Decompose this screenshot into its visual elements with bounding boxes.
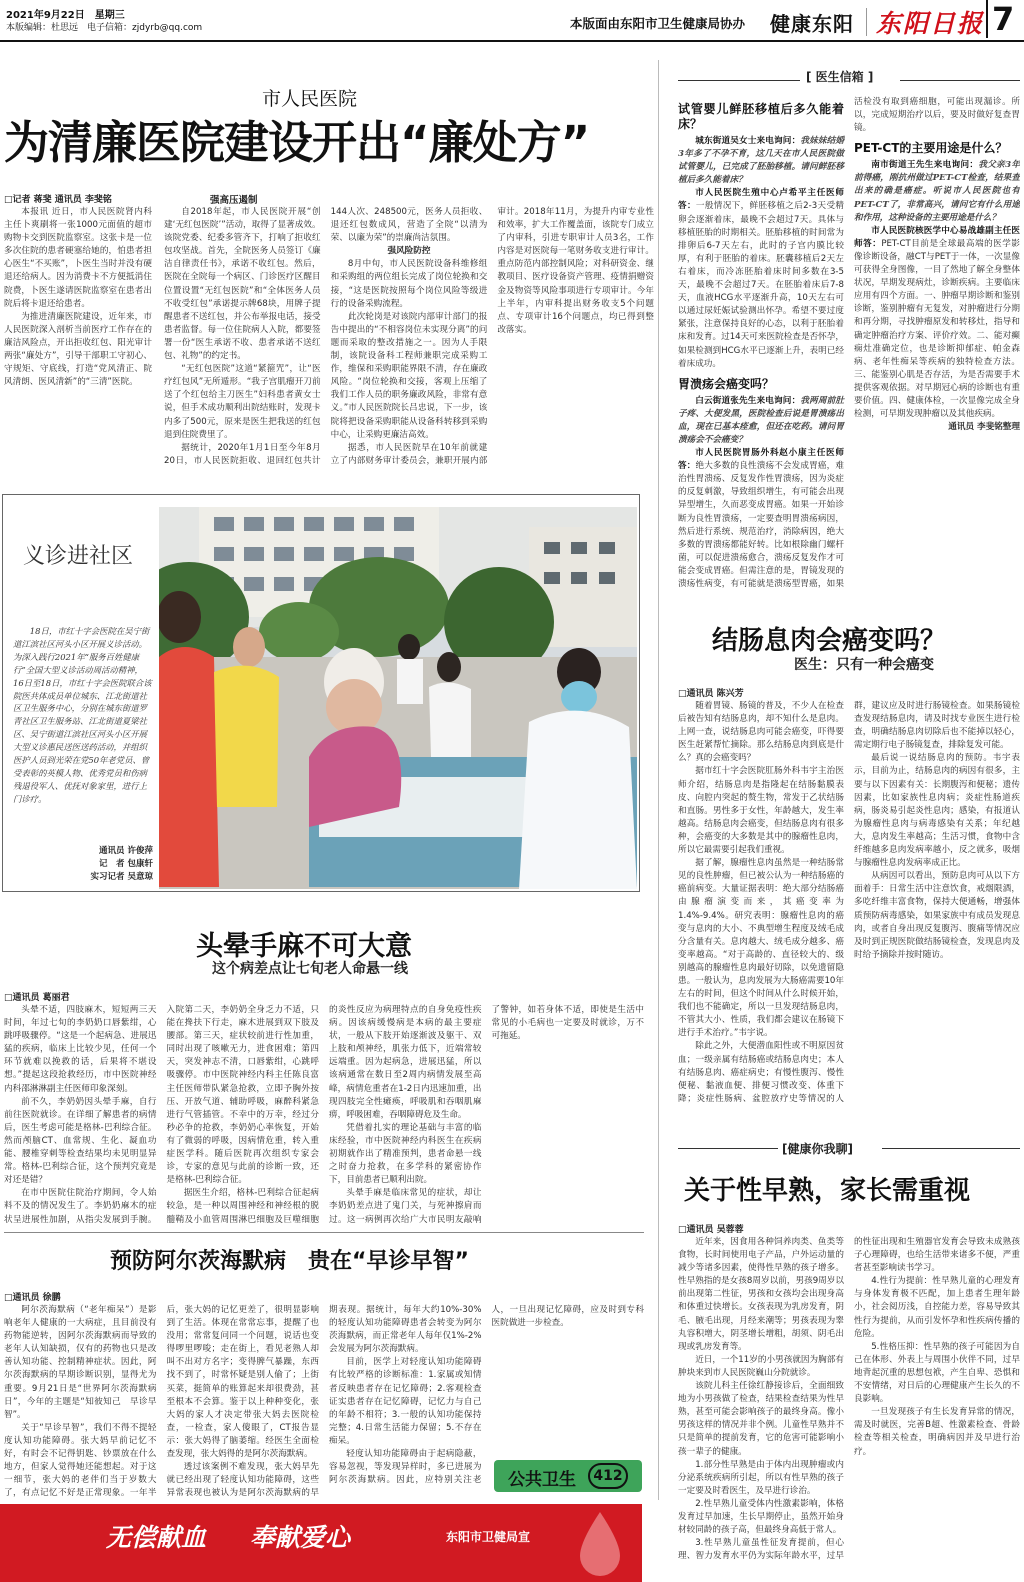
mailbox-tag: [ 医生信箱 ] <box>806 70 874 84</box>
art2-title: 头晕手麻不可大意 <box>196 931 412 962</box>
chat-para: 1.部分性早熟是由于体内出现肿瘤或内分泌系统疾病所引起，所以有性早熟的孩子一定要及时看医生，及早进行诊治。 <box>678 1459 844 1496</box>
chat-body <box>678 1236 1020 1576</box>
lead-para: 此次轮岗是对该院内部审计部门的报告中提出的“不相容岗位未实现分离”的问题而采取的整改措施之一。因为人手限制，该院设备科工程师兼职完成采购工作，维保和采购职能界限不清，存在廉政风险。“岗位轮换和交接，客观上压缩了我们工作人员的职务廉政风险，非常有意义。”市人民医院院长吕忠说，下一步，该院将把设备采购职能从设备科转移到采购中心，让采购更廉洁高效。 <box>330 311 488 440</box>
section-name: 健康东阳 <box>770 12 854 36</box>
q2-question: 我两周前肚子疼、大便发黑，医院检查后说是胃溃疡出血，现在已基本痊愈，但还在吃药。请问胃溃疡会不会癌变？ <box>678 395 844 445</box>
chat-para: 该院儿科主任徐红静接诊后，全面细致地为小男孩做了检查，结果检查结果为性早熟，甚至可能会影响孩子的最终身高。像小男孩这样的情况并非个例。儿童性早熟并不只是简单的提前发育，它的危害可能影响小孩一辈子的健康。 <box>678 1381 844 1457</box>
public-health-badge <box>494 1460 642 1492</box>
lead-para: 自2018年起，市人民医院开展“创建‘无红包医院’”活动，取得了显著成效。该院党委、纪委多管齐下，打响了拒收红包攻坚战。首先，全院医务人员签订《廉洁自律责任书》，承诺不收红包。然后，医院在全院每一个病区、门诊医疗区醒目位置设置“无红包医院”和“全体医务人员不收受红包”承诺提示牌68块，用牌子提醒患者不送红包，并公布举报电话，接受患者监督。每一位住院病人入院，都要签署一份“医生承诺不收、患者承诺不送红包、礼物”的约定书。 <box>164 207 321 362</box>
art2-subtitle: 这个病差点让七旬老人命悬一线 <box>212 961 408 977</box>
chat-title: 关于性早熟，家长需重视 <box>684 1176 971 1206</box>
polyp-para: 最后说一说结肠息肉的预防。韦宇表示，目前为止，结肠息肉的病因有很多，主要与以下因素有关：长期腹泻和便秘；遗传因素，比如家族性息肉病；炎症性肠道疾病，肠炎易引起炎性息肉；感染，有报道认为腺瘤性息肉与病毒感染有关系；年纪越大，息肉发生率越高；生活习惯，食物中含纤维越多息肉发病率越小，反之就多，吸烟与腺瘤性息肉发病率成正比。 <box>854 753 1020 869</box>
blood-drop-icon <box>560 1508 640 1582</box>
page-number: 7 <box>986 0 1014 38</box>
art3-para: 轻度认知功能障碍由于起病隐蔽，容易忽视，等发现异样时，多已进展为阿尔茨海默病。因此，应特别关注老人，一旦出现记忆障碍，应及时到专科医院做进一步检查。 <box>329 1305 644 1486</box>
art2-para: 头晕不适，四肢麻木，短短两三天时间，年过七旬的李奶奶口唇紫绀，心跳呼吸骤停。“这是一个起病急、进展迅猛的疾病，临床上比较少见，任何一个环节就难以挽救的话，后果将不堪设想。”提起这段抢救经历，市中医院神经内科邵淋淋副主任医师印象深刻。 <box>4 1005 157 1094</box>
polyp-para: 从病因可以看出，预防息肉可从以下方面着手：日常生活中注意饮食，戒烟限酒，多吃纤维丰富食物，保持大便通畅，增强体质预防病毒感染，如果家族中有成员发现息肉，或者自身出现反复腹泻、腹痛等情况应及时到正规医院做结肠镜检查，发现息肉及时给予摘除并按时随访。 <box>854 871 1020 960</box>
polyp-subtitle: 医生：只有一种会癌变 <box>794 657 934 673</box>
credit-3: 实习记者 吴意琼 <box>90 872 153 882</box>
sponsor-line: 本版面由东阳市卫生健康局协办 <box>570 16 746 31</box>
lead-col1 <box>4 206 152 468</box>
chat-byline: □通讯员 吴蓉蓉 <box>678 1225 744 1235</box>
art2-para: 凭借着扎实的理论基础与丰富的临床经验，市中医院神经内科医生在疾病初期就作出了精准预判，患者命悬一线之时奋力抢救，在多学科的紧密协作下，目前患者已顺利出院。 <box>329 1122 482 1186</box>
q2-title: 胃溃疡会癌变吗？ <box>678 376 775 391</box>
lead-subhead-1: 强高压遏制 <box>210 195 258 206</box>
chat-para: 3.性早熟儿童虽性征发育提前，但心理、智力发育水平仍为实际年龄水平，过早的性征出现和生殖器官发育会导致未成熟孩子心理障碍，也给生活带来诸多不便，严重者甚至影响读书学习。 <box>678 1237 1020 1562</box>
q1-question: 我妹妹结婚3年多了不孕不育，这几天在市人民医院做试管婴儿，已完成了胚胎移植。请问鲜胚移植后多久能着床？ <box>678 136 844 186</box>
credit-1: 通讯员 许俊萍 <box>99 846 153 856</box>
q1-asker: 城东街道吴女士来电询问： <box>695 136 801 146</box>
column-divider <box>658 60 659 1500</box>
lead-subhead-2: 强风险防控 <box>387 246 431 257</box>
polyp-para: 据了解，腺瘤性息肉虽然是一种结肠常见的良性肿瘤，但已被公认为一种结肠癌的癌前病变。大量证据表明：绝大部分结肠癌由腺瘤演变而来，其癌变率为1.4%-9.4%。研究表明：腺瘤性息肉的癌变与息肉的大小、不典型增生程度及绒毛成分含量有关。息肉越大、绒毛成分越多、癌变率越高。“对于高龄的、直径较大的、级别越高的腺瘤性息肉最好切除，以免遗留隐患。一般认为，息肉发展为大肠癌需要10年左右的时间，但这个时间从什么时候开始，我们也不能确定，所以一旦发现结肠息肉，不管其大小、性质，我们都会建议在肠镜下进行手术治疗。”韦宇说。 <box>678 858 844 1039</box>
art2-byline: □通讯员 葛丽君 <box>4 993 70 1003</box>
chat-rule-right <box>882 1148 1020 1149</box>
art2-para: 头晕手麻是临床常见的症状，却让李奶奶差点进了鬼门关，与死神擦肩而过。这一病例再次给广大市民明友敲响了警钟，如若身体不适，即使是生活中常见的小毛病也一定要及时就诊，万不可拖延。 <box>329 1005 644 1225</box>
photo-credits <box>63 845 153 884</box>
q3-title: PET-CT的主要用途是什么？ <box>854 141 1008 156</box>
polyp-para: 除此之外，大便潜血阳性或不明原因贫血；一级亲属有结肠癌或结肠息肉史；本人有结肠息肉、癌症病史；有慢性腹泻、慢性便秘、黏液血便、排便习惯改变、体重下降；炎症性肠病、盆腔放疗史等情况的人群，建议应及时进行肠镜检查。如果肠镜检查发现结肠息肉，请及时找专业医生进行检查，明确结肠息肉切除后也不能掉以轻心，需定期行电子肠镜复查，排除复发可能。 <box>678 701 1020 1104</box>
mailbox-rule-left <box>678 80 800 81</box>
lead-para: 为推进清廉医院建设，近年来，市人民医院深入剖析当前医疗工作存在的廉洁风险点，开出拒收红包、阳光审计两张“廉处方”，引导干部职工守初心、守规矩、守底线，打造“党风清正、院风清朗、医风清新”的“三清”医院。 <box>4 311 152 388</box>
chat-para: 4.性行为提前：性早熟儿童的心理发育与身体发育极不匹配，加上患者生理年龄小，社会阅历浅，自控能力差，容易导致其性行为提前，从而引发怀孕和性疾病传播的危险。 <box>854 1276 1020 1339</box>
chat-tag: [健康你我聊] <box>782 1142 853 1156</box>
caption-text: 18日，市红十字会医院在吴宁街道江滨社区河头小区开展义诊活动。为深入践行2021年“服务百姓健康行”全国大型义诊活动周活动精神，16日至18日，市红十字会医院联合该院医共体成员单位城东、江北街道社区卫生服务中心，分别在城东街道罗青社区卫生服务站、江北街道夏梁社区、吴宁街道江滨社区河头小区开展大型义诊惠民送医送药活动，并组织医护人员到光荣在党50年老党员、曾受表彰的英模人物、优秀党员和伤病残退役军人、优抚对象家里，进行上门诊疗。 <box>13 626 152 804</box>
photo-box <box>2 494 640 892</box>
mailbox-body <box>678 96 1020 592</box>
art3-title: 预防阿尔茨海默病 贵在“早诊早智” <box>110 1249 469 1274</box>
photo-tag: 义诊进社区 <box>23 544 134 569</box>
polyp-para: 随着胃镜、肠镜的普及，不少人在检查后被告知有结肠息肉，却不知什么是息肉。上网一查，说结肠息肉可能会癌变，吓得要医生赶紧帮忙摘除。那么结肠息肉到底是什么？真的会癌变吗？ <box>678 701 844 764</box>
lead-para: 据统计，2020年1月1日至今年8月20日，市人民医院拒收、退回红包共计144人次、248500元，医务人员拒收、退还红包数成风，营造了全院“以清为荣、以廉为荣”的崇廉尚洁氛围。 <box>164 207 488 466</box>
art2-para: 前不久，李奶奶因头晕手麻，自行前往医院就诊。在详细了解患者的病情后，医生考虑可能是格林-巴利综合征。然而颅脑CT、血常规、生化、凝血功能、腰椎穿刺等检查结果均未见明显异常。格林-巴利综合征，这个预判究竟是对还是错？ <box>4 1096 157 1186</box>
polyp-body <box>678 700 1020 1112</box>
q2-answerer: 市人民医院胃肠外科赵小康主任医师答： <box>678 448 844 472</box>
art2-rule <box>4 1232 644 1233</box>
banner-slogan-1: 无偿献血 <box>106 1523 207 1552</box>
issue-date: 2021年9月22日 星期三 <box>6 10 125 21</box>
paper-logo: 东阳日报 <box>876 9 985 38</box>
q3-answerer: 市人民医院核医学中心易战雄副主任医师答： <box>854 225 1020 249</box>
editor-line: 本版编辑：杜思远 电子信箱：zjdyrb@qq.com <box>6 23 203 33</box>
art2-para: 据医生介绍，格林-巴利综合征起病较急，是一种以周围神经和神经根的脱髓鞘及小血管周围淋巴细胞及巨噬细胞的炎性反应为病理特点的自身免疫性疾病。因该病缓慢病是本病的最主要症状，一般从下肢开始逐渐波及躯干、双上肢和颅神经，肌张力低下，近端常较远端重。因为起病急，进展迅猛，所以该病通常在数日至2周内病情发展至高峰，病情危重者在1-2日内迅速加重，出现四肢完全性瘫痪，呼吸肌和吞咽肌麻痹，呼吸困难，吞咽障碍危及生命。 <box>166 1005 482 1225</box>
lead-para: 据悉，市人民医院早在10年前就建立了内部财务审计委员会，兼职开展内部审计。2018年11月，为提升内审专业性和效率，扩大工作覆盖面，该院专门成立了内审科，引进专职审计人员3名，工作内容是对医院每一笔财务收支进行审计。重点防范内部控制风险；对科研资金、继教项目、医疗设备资产管理、疫情捐赠资金及物资等风险事项进行专项审计。今年上半年，内审科提出财务收支5个问题点、专项审计16个问题点，均已得到整改落实。 <box>330 207 654 466</box>
banner-slogan-2: 奉献爱心 <box>250 1523 351 1552</box>
q2-asker: 白云街道张先生来电询问： <box>695 395 801 406</box>
lead-headline: 为清廉医院建设开出“廉处方” <box>4 116 590 169</box>
art3-byline: □通讯员 徐鹏 <box>4 1293 61 1303</box>
q2-answer: 绝大多数的良性溃疡不会发成胃癌，难治性胃溃疡、反复发作性胃溃疡，因为炎症的反复刺激，导致组织增生，有可能会出现异型增生，久而恶变成胃癌。如果一开始诊断为良性胃溃疡，一定要查明胃溃疡病因，然后进行系统、规范治疗，消除病因，绝大多数的胃溃疡都能好转。比如根除幽门螺杆菌，可以促进溃疡愈合，溃疡反复发作才可能会变成胃癌。但需注意的是，胃镜发现的溃疡性病变，有可能就是溃疡型胃癌，如果活检没有取到癌细胞，可能出现漏诊。所以，完成短期治疗以后，要及时做好复查胃镜。 <box>678 97 1020 589</box>
polyp-byline: □通讯员 陈兴芳 <box>678 689 744 699</box>
credit-2: 记 者 包康轩 <box>99 859 153 869</box>
q1-title: 试管婴儿鲜胚移植后多久能着床？ <box>678 102 844 131</box>
q3-question: 我父亲3年前得癌，刚抗州做过PET-CT检查，结果查出来的确是癌症。听说市人民医院也有PET-CT了，非常高兴，请问它有什么用途和作用，这种设备的主要用途是什么？ <box>854 160 1020 223</box>
q3-answer: PET-CT目前是全球最高端的医学影像诊断设备，融CT与PET于一体，一次显像可获得全身图像，一目了然地了解全身整体状况，早期发现病灶，诊断疾病。主要临床应用有四个方面。一、肿瘤早期诊断和鉴别诊断，鉴别肿瘤有无复发，对肿瘤进行分期和再分期，寻找肿瘤原发和转移灶，指导和确定肿瘤治疗方案、评价疗效。二、能对癫痫灶准确定位，也是诊断抑郁症、帕金森病、老年性痴呆等疾病的独特检查方法。三、能鉴别心肌是否存活，为是否需要手术提供客观依据。对早期冠心病的诊断也有重要价值。四、健康体检，一次显像完成全身检测，可早期发现肿瘤以及其他疾病。 <box>854 238 1020 420</box>
badge-label: 公共卫生 <box>508 1470 576 1490</box>
art3-para: 目前，医学上对轻度认知功能障碍有比较严格的诊断标准：1.家属或知情者反映患者存在记忆障碍；2.客观检查证实患者存在记忆障碍，记忆力与自己的年龄不相符；3.一般的认知功能保持完整；4.日常生活能力保留；5.不存在痴呆。 <box>329 1357 482 1446</box>
masthead <box>0 0 1024 44</box>
lead-para: 本报讯 近日，市人民医院肾内科主任卜爽刷将一张1000元面值的超市购物卡交到医院监察室。这张卡是一位多次住院的患者硬塞给她的，怕患者担心医生“不买账”，卜医生当时并没有硬退还给病人。因为消费卡不方便抵消住院费，卜医生遂请医院监察室在患者出院后将卡退还给患者。 <box>4 207 152 309</box>
chat-para: 一旦发现孩子有生长发育异常的情况，需及时就医，完善B超、性激素检查、骨龄检查等相关检查，明确病因并及早进行治疗。 <box>854 1407 1020 1457</box>
photo-caption <box>13 625 153 806</box>
mailbox-rule-right <box>900 80 1020 81</box>
banner-org: 东阳市卫健局宣 <box>446 1530 531 1544</box>
mailbox-credit: 通讯员 李斐铭整理 <box>948 422 1020 433</box>
art3-para: 阿尔茨海默病（“老年痴呆”）是影响老年人健康的一大病症，且目前没有药物能逆转，因阿尔茨海默病而导致的老年人认知缺损，仅有的药物也只是改善认知功能、控制精神症状。因此，阿尔茨海默病的早期诊断识别，显得尤为重要。9月21日是“世界阿尔茨海默病日”，今年的主题是“知彼知己 早诊早智”。 <box>4 1305 157 1420</box>
lead-para: “无红包医院”这道“紧箍咒”，让“医疗红包风”无所遁形。“我子宫肌瘤开刀前送了个红包给主刀医生”妇科患者黄女士说，但手术成功顺利出院结账时，发现卡内多了500元，原来是医生把我送的红包退到住院费里了。 <box>164 364 321 440</box>
q3-asker: 南市街道王先生来电询问： <box>871 160 979 171</box>
lead-kicker: 市人民医院 <box>262 88 358 110</box>
chat-para: 近年来，因食用各种饲养肉类、鱼类等食物，长时间使用电子产品，户外运动量的减少等诸多因素，使得性早熟的孩子增多。性早熟指的是女孩8周岁以前，男孩9周岁以前出现第二性征，男孩和女孩均会出现身高和体重过快增长。女孩表现为乳房发育，阴毛、腋毛出现，月经来潮等；男孩表现为睾丸容积增大，阴茎增长增粗，胡须、阴毛出现或乳房发育等。 <box>678 1237 844 1352</box>
polyp-para: 据市红十字会医院肛肠外科韦宇主治医师介绍，结肠息肉是指隆起在结肠黏膜表皮、向腔内突起的赘生物，常发于乙状结肠和直肠。男性多于女性，年龄越大，发生率越高。结肠息肉会癌变，但结肠息肉有很多种，会癌变的大多数是其中的腺瘤性息肉，所以它最需要引起我们重视。 <box>678 766 844 856</box>
lead-col2-4 <box>164 206 654 468</box>
art3-para: 关于“早诊早智”，我们不得不提轻度认知功能障碍。张大妈早前记忆不好，有时会不记得钥匙、钞票放在什么地方，但家人觉得她还能想起。对于这一细节，张大妈的老伴们当于岁数大了，有点记忆不好是正常现象。一年半后，张大妈的记忆更差了，很明显影响到了生活。体现在常常忘事，提醒了也没用；常常复问同一个问题，说话也变得啰里啰唆；走在街上，看见老熟人却叫不出对方名字；变得脾气暴躁，东西找不到了，时常怀疑是别人偷了；上街买菜，挺简单的账算起来却很费劲，甚至根本不会算。鉴于以上种种变化，张大妈的家人才决定带张大妈去医院检查，一检查，家人傻眼了，CT报告显示：张大妈得了脑萎缩。经医生全面检查发现，张大妈得的是阿尔茨海默病。 <box>4 1305 319 1499</box>
chat-para: 5.性格压抑：性早熟的孩子可能因为自己在体形、外表上与周围小伙伴不同，过早地背起沉重的思想包袱，产生自卑、恐惧和不安情绪，对日后的心理健康产生长久的不良影响。 <box>854 1341 1020 1405</box>
polyp-title: 结肠息肉会癌变吗？ <box>712 626 947 656</box>
blood-donation-banner <box>0 1504 642 1582</box>
header-divider <box>866 8 867 36</box>
art2-para: 在市中医院住院治疗期间，令人始料不及的情况发生了。李奶奶麻木的症状呈进展性加剧，从指尖发展到手腕。入院第二天，李奶奶全身乏力不适，只能在搀扶下行走，麻木进展到双下肢及腰部。第三天，症状较前进行性加重，同时出现了咳嗽无力，进食困难；第四天，突发神志不清，口唇紫绀，心跳呼吸骤停。市中医院神经内科主任陈良富主任医师带队紧急抢救，立即予胸外按压、开放气道、辅助呼吸，麻醉科紧急进行气管插管。不幸中的万幸，经过分秒必争的抢救，李奶奶心率恢复，开始有了微弱的呼吸，因病情危重，转入重症医学科。随后医院再次组织专家会诊，专家的意见与此前的诊断一致，还是格林-巴利综合征。 <box>4 1005 319 1225</box>
clinic-photo <box>159 507 637 889</box>
art3-para: 透过该案例不难发现，张大妈早先就已经出现了轻度认知功能障碍，这些异常表现也被认为是阿尔茨海默病的早期表现。据统计，每年大约10%-30%的轻度认知功能障碍患者会转变为阿尔茨海默病，而正常老年人每年仅1%-2%会发展为阿尔茨海默病。 <box>166 1305 482 1499</box>
chat-para: 2.性早熟儿童受体内性激素影响，体格发育过早加速，生长早期停止，虽然开始身材较同龄的孩子高，但最终身高低于常人。 <box>678 1498 844 1536</box>
chat-rule-left <box>678 1148 778 1149</box>
chat-para: 近日，一个11岁的小男孩就因为胸部有肿块来到市人民医院巍山分院就诊。 <box>678 1354 844 1378</box>
header-rule <box>0 40 1024 42</box>
lead-byline: □记者 蒋斐 通讯员 李斐铭 <box>4 195 112 205</box>
lead-para: 8月中旬，市人民医院设备科维修组和采购组的两位组长完成了岗位轮换和交接，“这是医院按照每个岗位风险等级进行的设备采购流程。 <box>330 259 488 309</box>
q1-answerer: 市人民医院生殖中心卢希平主任医师答： <box>678 188 844 212</box>
art2-body <box>4 1004 644 1228</box>
badge-number: 412 <box>588 1463 628 1489</box>
q1-answer: 一般情况下，鲜胚移植之后2-3天受精卵会逐渐着床，最晚不会超过7天。具体与移植胚胎的时期相关。胚胎移植的时间常为排卵后6-7天左右，此时的子宫内膜比较厚，有利于胚胎的着床。胚囊移植后2天左右着床，而冷冻胚胎着床时间多数在3-5天，最晚不会超过7天。在胚胎着床后7-8天，血液HCG水平逐渐升高，10天左右可以通过尿妊娠试验测出怀孕。希望不要过度紧张，注意保持良好的心态，以利于胚胎着床和发育。过14天可来医院检查是否怀孕，如果检测到HCG水平已逐渐上升，表明已经着床成功。 <box>678 201 844 369</box>
